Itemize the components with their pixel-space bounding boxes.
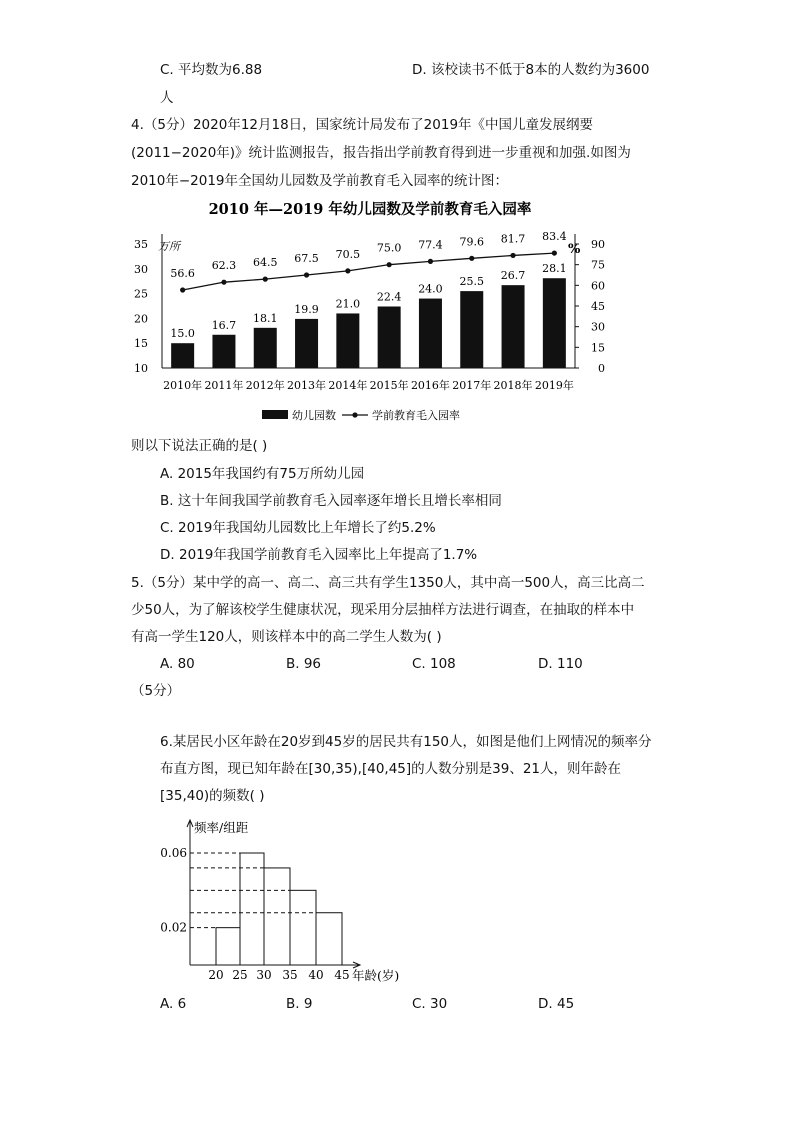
x-tick-label: 2019年 xyxy=(534,379,574,392)
right-tick-label: 45 xyxy=(591,300,605,313)
rate-line xyxy=(183,253,555,290)
option-d-prev: D. 该校读书不低于8本的人数约为3600 xyxy=(412,62,650,78)
x-axis-label: 年龄(岁) xyxy=(352,968,400,983)
x-tick-label: 2013年 xyxy=(287,379,327,392)
q4-option-b: B. 这十年间我国学前教育毛入园率逐年增长且增长率相同 xyxy=(160,493,502,509)
right-tick-label: 30 xyxy=(591,320,605,334)
x-tick-label: 2017年 xyxy=(452,379,492,392)
rate-label: 81.7 xyxy=(500,232,526,246)
q5-option-c: C. 108 xyxy=(412,656,456,672)
rate-point xyxy=(221,280,226,285)
rate-point xyxy=(387,262,392,267)
histogram-bar xyxy=(290,890,316,965)
bar xyxy=(295,319,318,368)
q5-score: （5分） xyxy=(131,683,181,699)
left-tick-label: 15 xyxy=(134,337,148,351)
histogram-bar xyxy=(240,853,264,965)
rate-label: 79.6 xyxy=(459,235,484,249)
x-tick-label: 20 xyxy=(208,968,224,982)
bar xyxy=(171,343,194,368)
legend-bar-label: 幼儿园数 xyxy=(292,409,336,422)
x-tick-label: 2018年 xyxy=(493,379,533,392)
histogram-bar xyxy=(316,913,342,965)
q6-option-b: B. 9 xyxy=(286,996,313,1012)
q5-line3: 有高一学生120人，则该样本中的高二学生人数为( ) xyxy=(131,629,442,645)
bar xyxy=(336,313,359,368)
rate-label: 62.3 xyxy=(211,259,237,273)
right-tick-label: 75 xyxy=(591,258,605,272)
left-tick-label: 25 xyxy=(134,287,148,301)
legend-bar-swatch xyxy=(262,410,288,419)
bar-label: 21.0 xyxy=(335,297,361,311)
left-tick-label: 20 xyxy=(134,312,148,326)
legend-line-dot xyxy=(352,412,357,417)
chart-title: 2010 年—2019 年幼儿园数及学前教育毛入园率 xyxy=(208,201,532,218)
bar-label: 15.0 xyxy=(170,327,195,341)
bar xyxy=(419,299,442,368)
rate-point xyxy=(510,253,515,258)
rate-point xyxy=(304,272,309,277)
bar xyxy=(212,335,235,368)
y-axis-label: 频率/组距 xyxy=(194,820,249,835)
x-tick-label: 40 xyxy=(308,968,324,982)
q4-line3: 2010年−2019年全国幼儿园数及学前教育毛入园率的统计图： xyxy=(131,173,509,189)
bar xyxy=(502,285,525,368)
bar xyxy=(378,306,401,368)
left-tick-label: 30 xyxy=(134,262,148,276)
x-tick-label: 25 xyxy=(232,968,248,982)
right-tick-label: 60 xyxy=(591,279,605,293)
q6-option-d: D. 45 xyxy=(538,996,575,1012)
right-tick-label: 0 xyxy=(598,362,605,375)
rate-label: 77.4 xyxy=(418,238,443,252)
rate-point xyxy=(180,287,185,292)
age-histogram xyxy=(150,810,420,990)
q6-line3: [35,40)的频数( ) xyxy=(160,788,265,804)
bar xyxy=(460,291,483,368)
bar-label: 16.7 xyxy=(211,318,237,332)
right-tick-label: 90 xyxy=(591,238,605,251)
left-tick-label: 35 xyxy=(134,238,148,251)
x-tick-label: 45 xyxy=(334,968,350,982)
bar-label: 25.5 xyxy=(459,275,484,289)
x-tick-label: 2011年 xyxy=(204,379,244,392)
kindergarten-chart xyxy=(120,192,620,430)
bar-label: 26.7 xyxy=(500,269,526,283)
q6-line2: 布直方图，现已知年龄在[30,35),[40,45]的人数分别是39、21人，则年龄在 xyxy=(160,761,622,777)
q5-option-d: D. 110 xyxy=(538,656,583,672)
bar-label: 28.1 xyxy=(542,262,567,276)
bar-label: 24.0 xyxy=(418,282,443,296)
q5-option-b: B. 96 xyxy=(286,656,322,672)
bar-label: 22.4 xyxy=(376,290,402,304)
x-tick-label: 2016年 xyxy=(410,379,450,392)
legend-line-label: 学前教育毛入园率 xyxy=(372,409,460,422)
right-tick-label: 15 xyxy=(591,341,605,355)
rate-label: 70.5 xyxy=(335,247,361,261)
left-tick-label: 10 xyxy=(134,362,148,375)
histogram-bar xyxy=(216,928,240,965)
x-tick-label: 2015年 xyxy=(369,379,409,392)
right-axis-unit: % xyxy=(568,242,581,257)
option-d-prev-cont: 人 xyxy=(160,90,174,106)
x-tick-label: 2012年 xyxy=(245,379,285,392)
q5-line2: 少50人，为了解该校学生健康状况，现采用分层抽样方法进行调查，在抽取的样本中 xyxy=(131,602,635,618)
rate-point xyxy=(469,256,474,261)
q4-line2: (2011−2020年)》统计监测报告，报告指出学前教育得到进一步重视和加强.如图为 xyxy=(131,145,631,161)
x-tick-label: 2014年 xyxy=(328,379,368,392)
rate-label: 83.4 xyxy=(542,230,567,244)
x-tick-label: 35 xyxy=(282,968,298,982)
histogram-bar xyxy=(264,868,290,965)
rate-point xyxy=(345,268,350,273)
bar-label: 19.9 xyxy=(294,302,319,316)
rate-label: 56.6 xyxy=(170,267,195,281)
q4-ask: 则以下说法正确的是( ) xyxy=(131,438,268,454)
left-axis-unit: 万所 xyxy=(158,240,180,253)
q4-line1: 4.（5分）2020年12月18日，国家统计局发布了2019年《中国儿童发展纲要 xyxy=(131,117,594,133)
q6-option-a: A. 6 xyxy=(160,996,187,1012)
y-tick-label: 0.06 xyxy=(160,846,187,860)
rate-label: 67.5 xyxy=(294,252,319,265)
rate-point xyxy=(552,250,557,255)
rate-label: 75.0 xyxy=(376,241,402,255)
rate-point xyxy=(263,277,268,282)
q4-option-a: A. 2015年我国约有75万所幼儿园 xyxy=(160,466,365,482)
q5-line1: 5.（5分）某中学的高一、高二、高三共有学生1350人，其中高一500人，高三比高二 xyxy=(131,575,645,591)
q4-option-d: D. 2019年我国学前教育毛入园率比上年提高了1.7% xyxy=(160,547,478,563)
bar xyxy=(254,328,277,368)
x-tick-label: 2010年 xyxy=(163,379,203,392)
bar xyxy=(543,278,566,368)
bar-label: 18.1 xyxy=(253,311,278,325)
rate-label: 64.5 xyxy=(253,256,278,270)
q5-option-a: A. 80 xyxy=(160,656,195,672)
q6-line1: 6.某居民小区年龄在20岁到45岁的居民共有150人，如图是他们上网情况的频率分 xyxy=(160,734,652,750)
x-tick-label: 30 xyxy=(256,968,272,982)
y-tick-label: 0.02 xyxy=(160,920,187,935)
q4-option-c: C. 2019年我国幼儿园数比上年增长了约5.2% xyxy=(160,520,436,536)
option-c-prev: C. 平均数为6.88 xyxy=(160,62,263,78)
rate-point xyxy=(428,259,433,264)
q6-option-c: C. 30 xyxy=(412,996,448,1012)
